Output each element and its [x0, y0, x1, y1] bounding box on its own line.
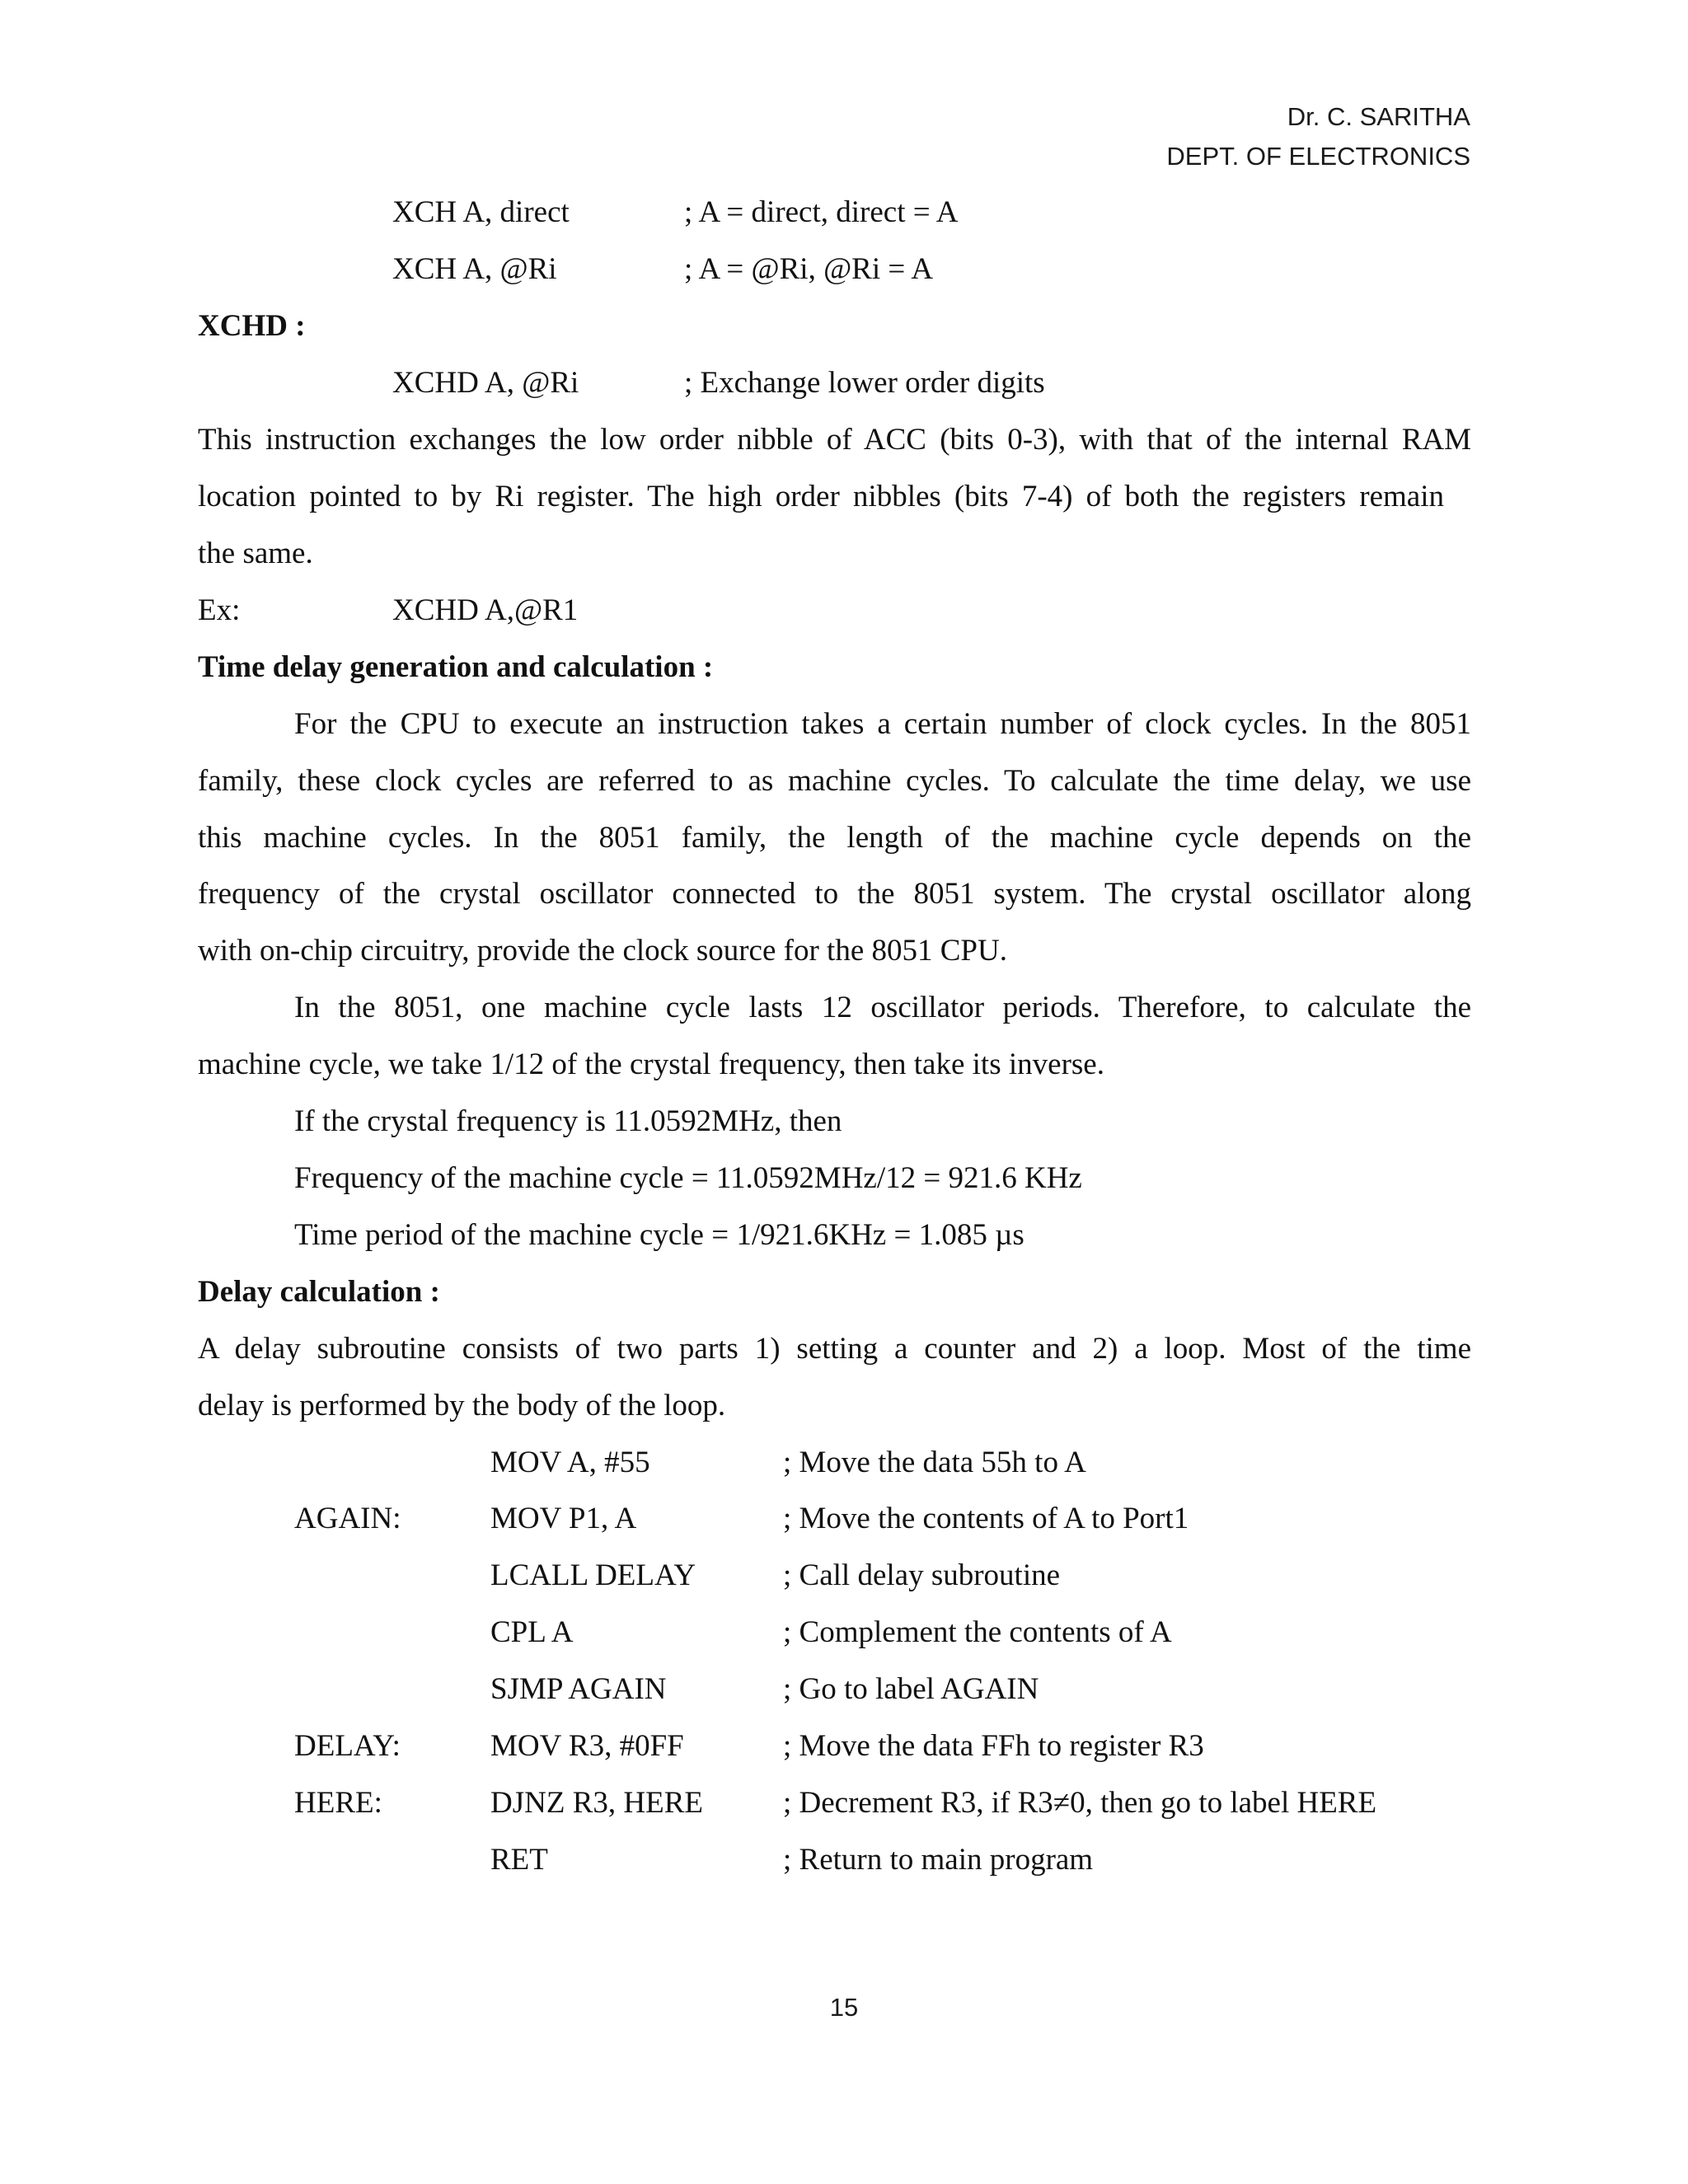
td-calc-line2: Frequency of the machine cycle = 11.0592MHz/12 = 921.6 KHz [294, 1161, 1082, 1195]
program-comment-4: ; Complement the contents of A [783, 1615, 1172, 1649]
program-label-7: HERE: [294, 1786, 382, 1820]
td-p2-line2: machine cycle, we take 1/12 of the crystal frequency, then take its inverse. [198, 1047, 1104, 1081]
program-instr-4: CPL A [490, 1615, 574, 1649]
program-instr-8: RET [490, 1843, 548, 1877]
xchd-desc-line3: the same. [198, 537, 313, 570]
program-comment-5: ; Go to label AGAIN [783, 1672, 1039, 1706]
td-p1-line4: frequency of the crystal oscillator connected to the 8051 system. The crystal oscillator along [198, 877, 1471, 911]
delay-calc-heading: Delay calculation : [198, 1275, 440, 1309]
program-comment-3: ; Call delay subroutine [783, 1558, 1061, 1592]
program-instr-3: LCALL DELAY [490, 1558, 696, 1592]
program-label-2: AGAIN: [294, 1502, 401, 1535]
program-comment-6: ; Move the data FFh to register R3 [783, 1729, 1204, 1763]
xchd-desc-line1: This instruction exchanges the low order nibble of ACC (bits 0-3), with that of the internal RAM [198, 423, 1471, 457]
td-p2-line1: In the 8051, one machine cycle lasts 12 oscillator periods. Therefore, to calculate the [294, 991, 1471, 1024]
xchd-comment: ; Exchange lower order digits [684, 366, 1045, 400]
td-p1-line3: this machine cycles. In the 8051 family, the length of the machine cycle depends on the [198, 821, 1471, 855]
program-instr-1: MOV A, #55 [490, 1446, 650, 1479]
program-comment-1: ; Move the data 55h to A [783, 1446, 1086, 1479]
header-department: DEPT. OF ELECTRONICS [1166, 142, 1470, 171]
program-instr-7: DJNZ R3, HERE [490, 1786, 703, 1820]
time-delay-heading: Time delay generation and calculation : [198, 650, 714, 684]
program-comment-2: ; Move the contents of A to Port1 [783, 1502, 1189, 1535]
program-instr-5: SJMP AGAIN [490, 1672, 667, 1706]
program-instr-6: MOV R3, #0FF [490, 1729, 684, 1763]
program-instr-2: MOV P1, A [490, 1502, 637, 1535]
delay-calc-line2: delay is performed by the body of the loop. [198, 1389, 726, 1422]
td-p1-line1: For the CPU to execute an instruction takes a certain number of clock cycles. In the 8051 [294, 707, 1471, 741]
xch-instr-1: XCH A, direct [392, 195, 570, 229]
xchd-heading: XCHD : [198, 309, 306, 343]
program-comment-8: ; Return to main program [783, 1843, 1094, 1877]
example-instr: XCHD A,@R1 [392, 593, 579, 627]
td-p1-line2: family, these clock cycles are referred to as machine cycles. To calculate the time delay, we use [198, 764, 1471, 798]
td-p1-line5: with on-chip circuitry, provide the clock source for the 8051 CPU. [198, 934, 1007, 968]
page-header [1166, 97, 1470, 176]
page-number: 15 [829, 1993, 859, 2022]
header-author: Dr. C. SARITHA [1287, 102, 1470, 131]
xchd-desc-line2: location pointed to by Ri register. The high order nibbles (bits 7-4) of both the registers remain [198, 480, 1444, 513]
program-label-6: DELAY: [294, 1729, 401, 1763]
program-comment-7: ; Decrement R3, if R3≠0, then go to label HERE [783, 1786, 1377, 1820]
xch-comment-1: ; A = direct, direct = A [684, 195, 959, 229]
example-label: Ex: [198, 593, 241, 627]
td-calc-line1: If the crystal frequency is 11.0592MHz, then [294, 1104, 842, 1138]
xch-instr-2: XCH A, @Ri [392, 252, 557, 286]
td-calc-line3: Time period of the machine cycle = 1/921.6KHz = 1.085 µs [294, 1218, 1025, 1252]
xchd-instr: XCHD A, @Ri [392, 366, 579, 400]
xch-comment-2: ; A = @Ri, @Ri = A [684, 252, 934, 286]
delay-calc-line1: A delay subroutine consists of two parts 1) setting a counter and 2) a loop. Most of the time [198, 1332, 1471, 1366]
